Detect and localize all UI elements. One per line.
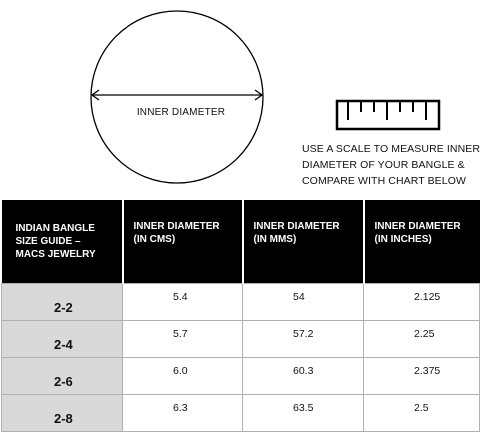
bangle-circle (91, 11, 263, 183)
size-cell: 2-6 (2, 357, 123, 394)
inner-diameter-label: INNER DIAMETER (136, 107, 226, 118)
table-row (2, 283, 480, 320)
cms-cell: 6.0 (123, 357, 243, 394)
cms-cell: 5.4 (123, 283, 243, 320)
header-diameter-inches: INNER DIAMETER (IN INCHES) (364, 200, 480, 283)
bangle-size-table (1, 200, 480, 432)
size-cell: 2-8 (2, 394, 123, 431)
double-arrow-icon (92, 90, 262, 100)
cms-cell: 6.3 (123, 394, 243, 431)
measure-instructions (302, 141, 480, 189)
cms-cell: 5.7 (123, 320, 243, 357)
bangle-diagram (0, 0, 300, 200)
instruction-line: USE A SCALE TO MEASURE INNER (302, 143, 480, 155)
diagram-area (0, 0, 480, 200)
mms-cell: 54 (243, 283, 364, 320)
table-row (2, 320, 480, 357)
ruler-icon (334, 98, 444, 134)
header-size-guide: INDIAN BANGLE SIZE GUIDE – MACS JEWELRY (2, 200, 123, 283)
table-header-row (2, 200, 480, 283)
inches-cell: 2.125 (364, 283, 480, 320)
instruction-line: COMPARE WITH CHART BELOW (302, 175, 466, 187)
header-diameter-mms: INNER DIAMETER (IN MMS) (243, 200, 364, 283)
header-diameter-cms: INNER DIAMETER (IN CMS) (123, 200, 243, 283)
table-row (2, 357, 480, 394)
table-row (2, 394, 480, 431)
size-cell: 2-4 (2, 320, 123, 357)
inches-cell: 2.25 (364, 320, 480, 357)
instruction-line: DIAMETER OF YOUR BANGLE & (302, 159, 465, 171)
mms-cell: 57.2 (243, 320, 364, 357)
mms-cell: 60.3 (243, 357, 364, 394)
inches-cell: 2.375 (364, 357, 480, 394)
size-cell: 2-2 (2, 283, 123, 320)
inches-cell: 2.5 (364, 394, 480, 431)
mms-cell: 63.5 (243, 394, 364, 431)
